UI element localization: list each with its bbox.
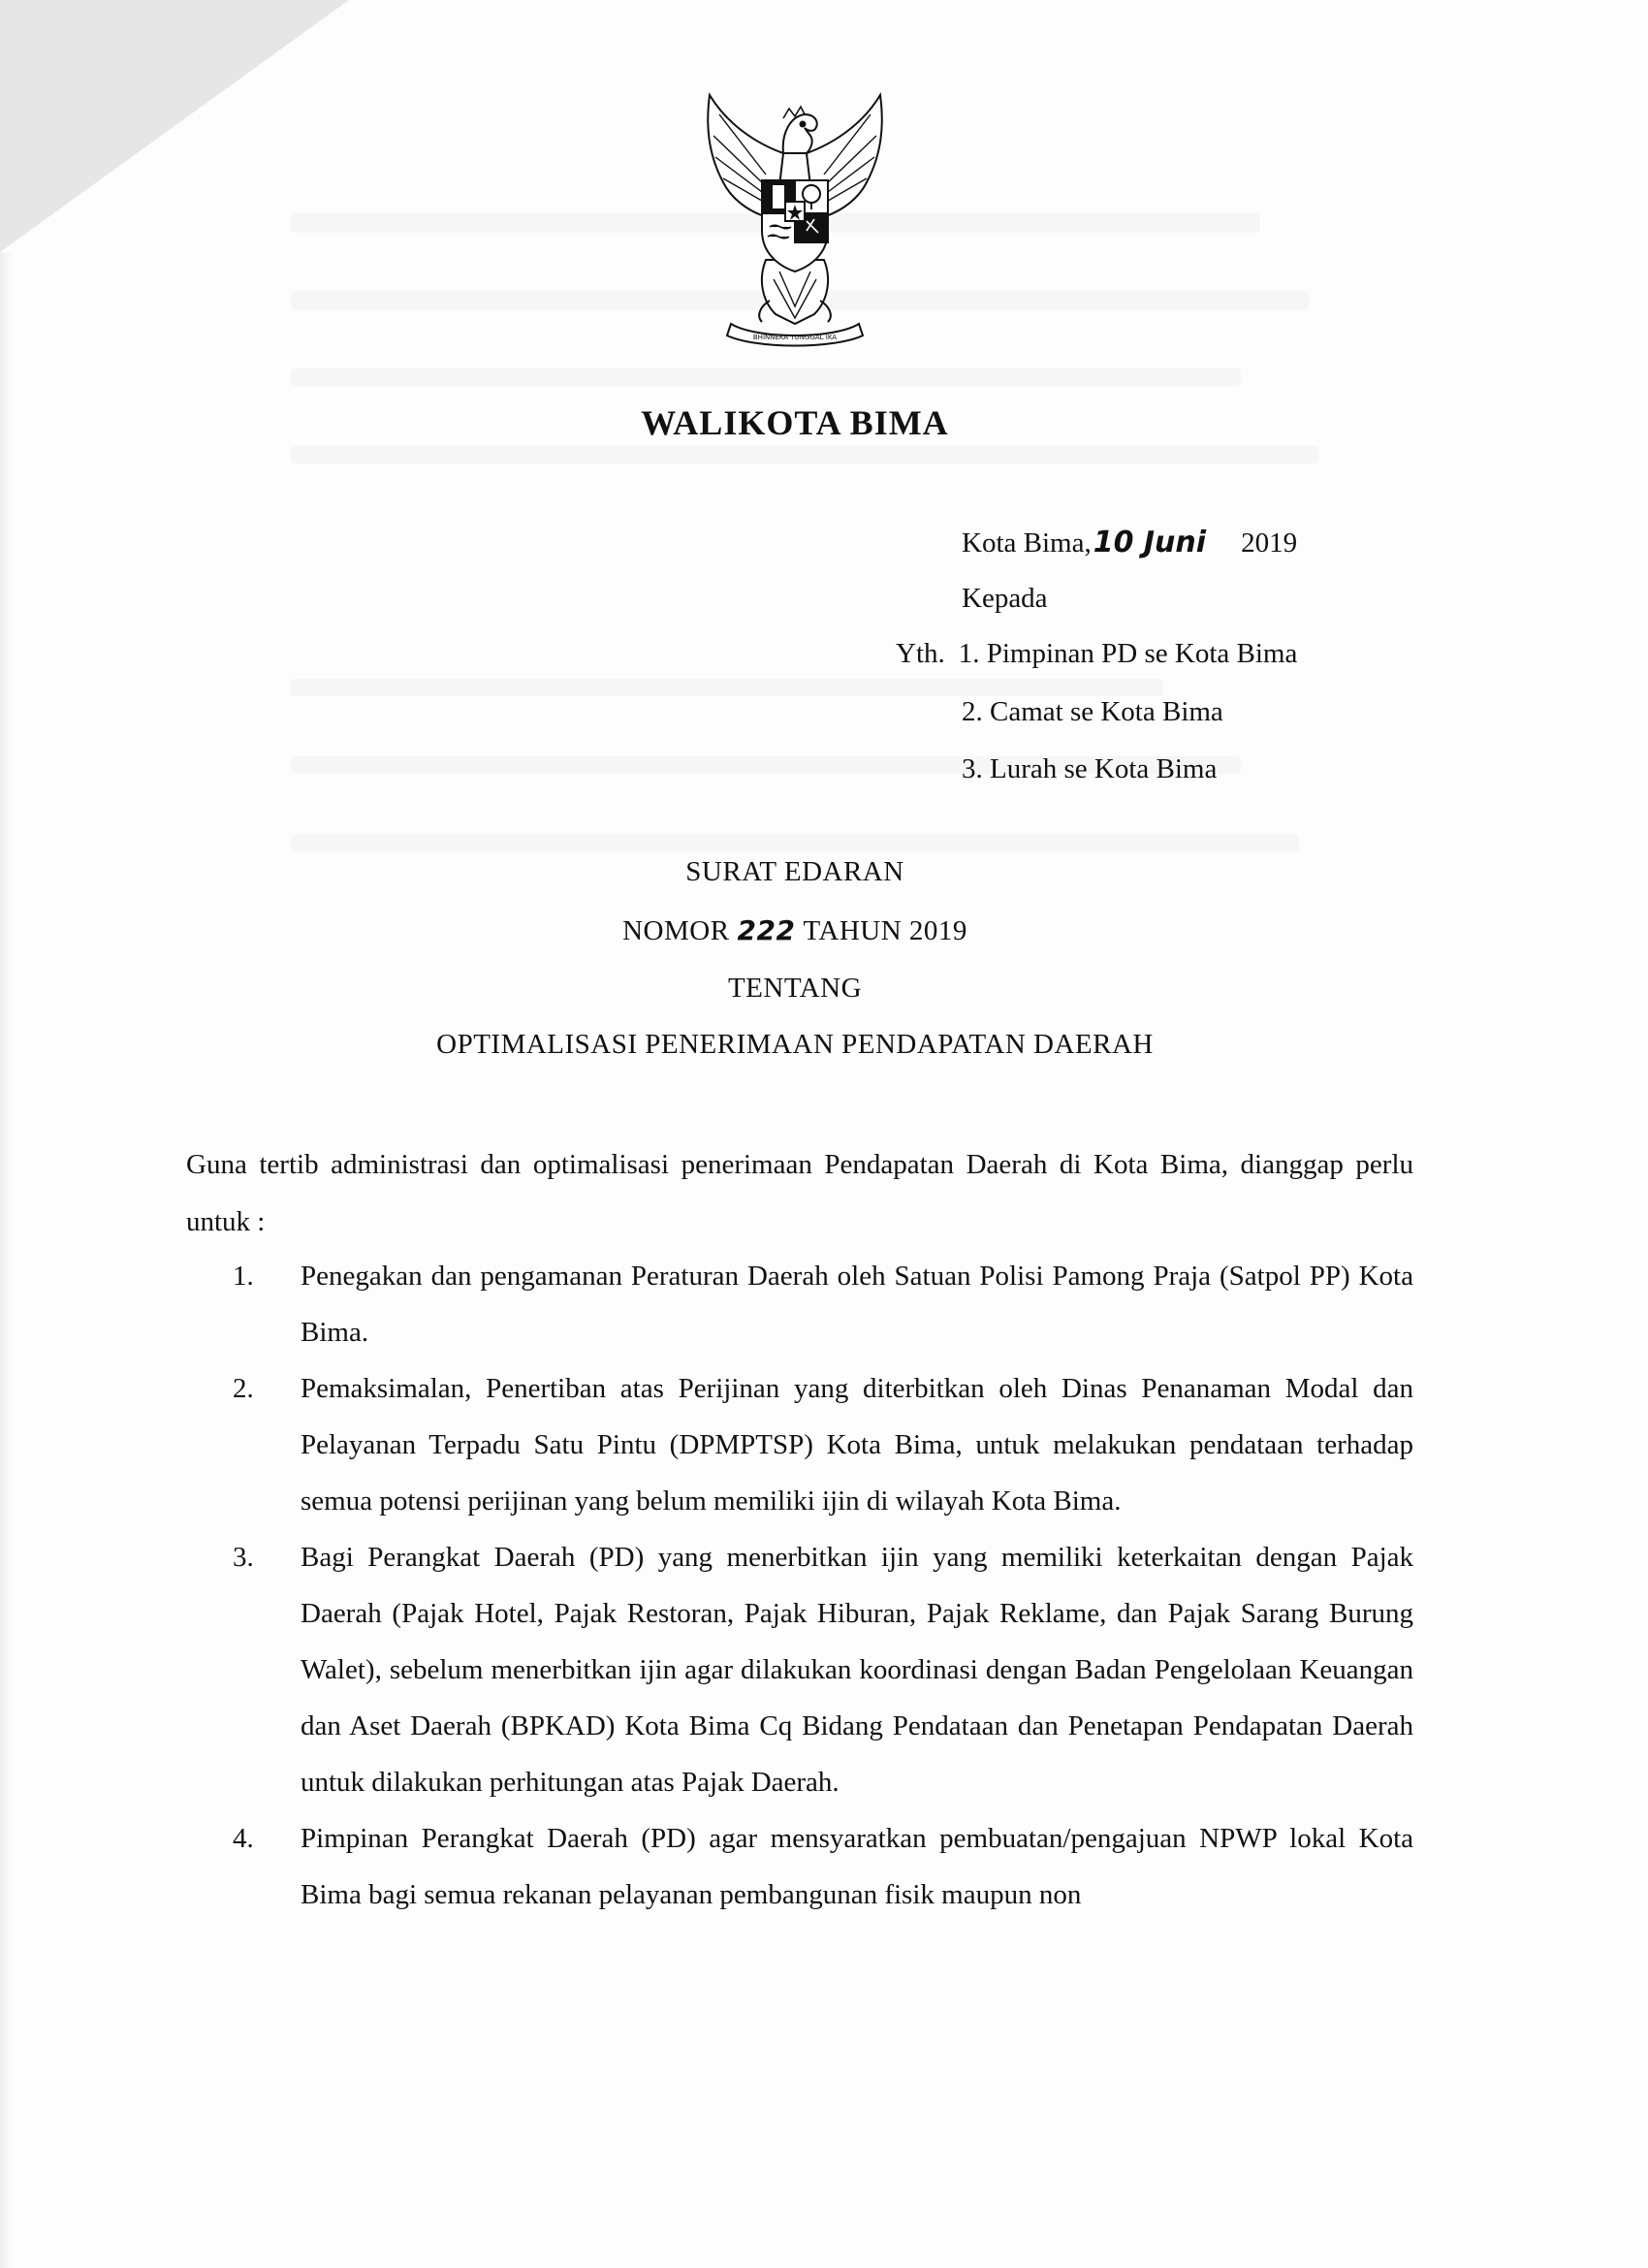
intro-paragraph: Guna tertib administrasi dan optimalisasi penerimaan Pendapatan Daerah di Kota Bima, dianggap perlu untuk : xyxy=(186,1149,1413,1237)
doc-type-heading: SURAT EDARAN xyxy=(685,856,904,887)
recipient-text: Camat se Kota Bima xyxy=(990,696,1223,727)
list-item xyxy=(186,1248,1413,1360)
bleed-through-line xyxy=(291,834,1299,851)
doc-number-heading xyxy=(0,914,1590,947)
list-item-text: Pemaksimalan, Penertiban atas Perijinan yang diterbitkan oleh Dinas Penanaman Modal dan Pelayanan Terpadu Satu Pintu (DPMPTSP) Kota Bima, untuk melakukan pendataan terhadap semua potensi perijinan yang belum memiliki ijin di wilayah Kota Bima. xyxy=(301,1373,1413,1517)
recipient-2 xyxy=(962,692,1223,731)
scan-shadow-edge xyxy=(0,252,14,2268)
nomor-handwritten: 222 xyxy=(737,914,796,946)
date-place: Kota Bima, xyxy=(962,527,1092,559)
recipient-number: 2. xyxy=(962,696,983,727)
letter-title: WALIKOTA BIMA xyxy=(641,403,949,442)
recipient-text: Lurah se Kota Bima xyxy=(990,753,1218,784)
kepada-label: Kepada xyxy=(962,583,1048,614)
tahun-label: TAHUN 2019 xyxy=(803,915,967,946)
list-item-number: 1. xyxy=(233,1261,254,1292)
nomor-label: NOMOR xyxy=(622,915,730,946)
date-handwritten: 10 Juni xyxy=(1093,526,1207,559)
recipient-3 xyxy=(962,750,1217,788)
list-item-number: 2. xyxy=(233,1373,254,1404)
recipient-1 xyxy=(896,634,1297,673)
recipient-number: 1. xyxy=(958,638,980,669)
list-item xyxy=(186,1360,1413,1529)
list-item xyxy=(186,1529,1413,1810)
list-item-number: 4. xyxy=(233,1823,254,1854)
tentang-heading: TENTANG xyxy=(727,973,863,1004)
recipient-text: Pimpinan PD se Kota Bima xyxy=(986,638,1298,669)
emblem-motto: BHINNEKA TUNGGAL IKA xyxy=(752,334,838,341)
subject-heading: OPTIMALISASI PENERIMAAN PENDAPATAN DAERAH xyxy=(436,1029,1154,1060)
yth-label: Yth. xyxy=(896,638,945,669)
bleed-through-line xyxy=(291,368,1241,386)
bleed-through-line xyxy=(291,446,1318,463)
instruction-list xyxy=(186,1248,1413,1923)
list-item-text: Pimpinan Perangkat Daerah (PD) agar mensyaratkan pembuatan/pengajuan NPWP lokal Kota Bima bagi semua rekanan pelayanan pembangunan fisik maupun non xyxy=(301,1823,1413,1910)
date-year: 2019 xyxy=(1241,527,1298,559)
letter-date xyxy=(962,524,1297,562)
list-item-number: 3. xyxy=(233,1542,254,1573)
list-item xyxy=(186,1810,1413,1923)
list-item-text: Penegakan dan pengamanan Peraturan Daerah oleh Satuan Polisi Pamong Praja (Satpol PP) Kota Bima. xyxy=(301,1261,1413,1348)
list-item-text: Bagi Perangkat Daerah (PD) yang menerbitkan ijin yang memiliki keterkaitan dengan Pajak Daerah (Pajak Hotel, Pajak Restoran, Pajak Hiburan, Pajak Reklame, dan Pajak Sarang Burung Walet), sebelum menerbitkan ijin agar dilakukan koordinasi dengan Badan Pengelolaan Keuangan dan Aset Daerah (BPKAD) Kota Bima Cq Bidang Pendataan dan Penetapan Pendapatan Daerah untuk dilakukan perhitungan atas Pajak Daerah. xyxy=(301,1542,1413,1798)
recipient-number: 3. xyxy=(962,753,983,784)
garuda-emblem-icon xyxy=(669,85,921,349)
